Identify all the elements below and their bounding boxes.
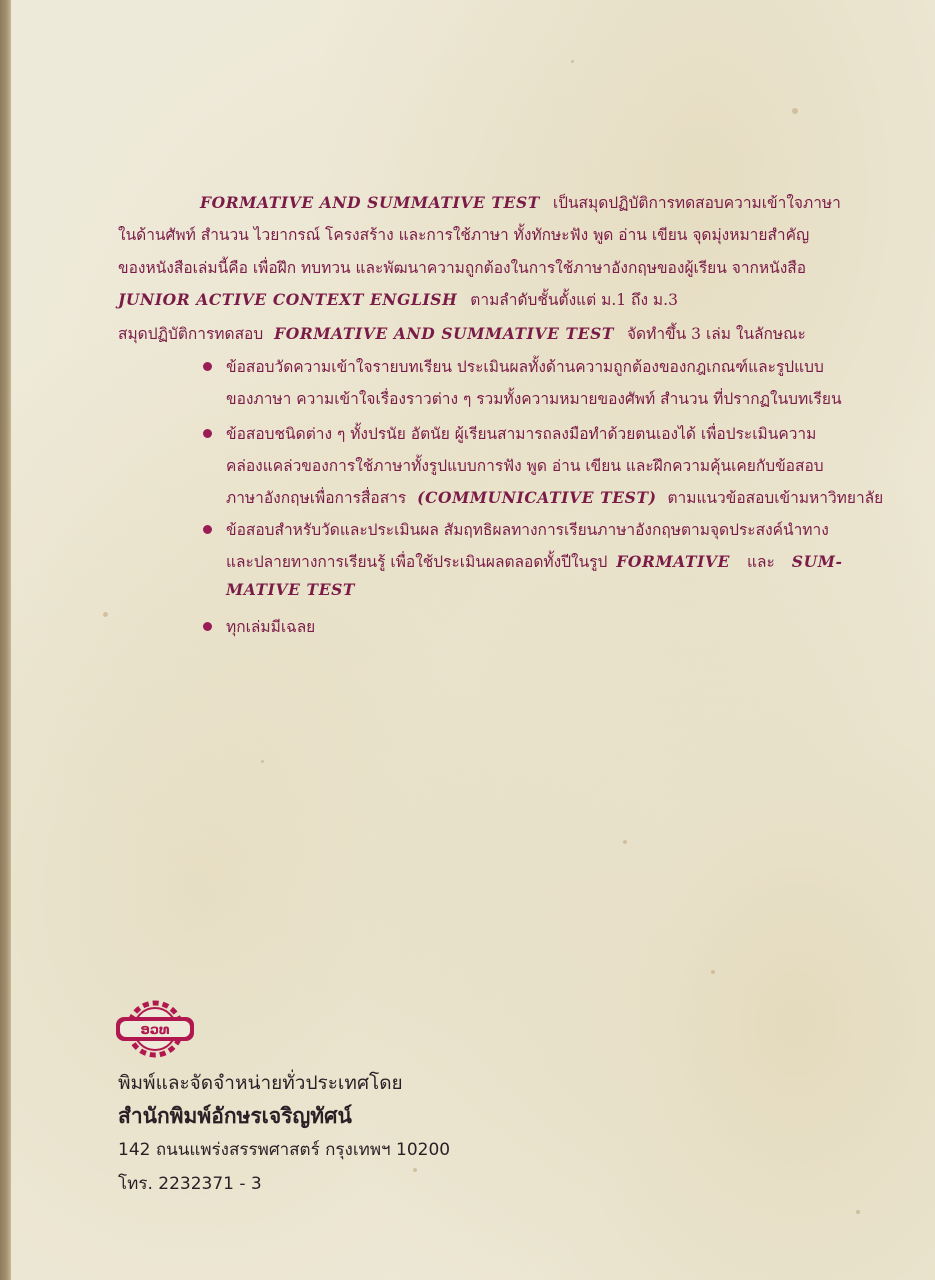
formative-label: FORMATIVE	[616, 552, 731, 571]
intro-title-en: FORMATIVE AND SUMMATIVE TEST	[200, 193, 540, 212]
publisher-logo-text: ອວທ	[140, 1023, 170, 1038]
intro-line-1	[200, 190, 841, 215]
bullet-1-line-1: ข้อสอบวัดความเข้าใจรายบทเรียน ประเมินผลทั้งด้านความถูกต้องของกฎเกณฑ์และรูปแบบ	[226, 358, 824, 376]
intro-line-4	[118, 287, 678, 312]
bullet-dot-2	[203, 429, 212, 438]
bullet-2-line-2: คล่องแคล่วของการใช้ภาษาทั้งรูปแบบการฟัง พูด อ่าน เขียน และฝึกความคุ้นเคยกับข้อสอบ	[226, 457, 824, 475]
bullet-2-line-1: ข้อสอบชนิดต่าง ๆ ทั้งปรนัย อัตนัย ผู้เรียนสามารถลงมือทำด้วยตนเองได้ เพื่อประเมินความ	[226, 425, 817, 443]
bullet-3-line-1: ข้อสอบสำหรับวัดและประเมินผล สัมฤทธิผลทางการเรียนภาษาอังกฤษตามจุดประสงค์นำทาง	[226, 521, 829, 539]
publisher-distribution-line: พิมพ์และจัดจำหน่ายทั่วประเทศโดย	[118, 1072, 403, 1094]
intro-line-5	[118, 321, 806, 346]
bullet-4-line-1: ทุกเล่มมีเฉลย	[226, 618, 316, 636]
publisher-name: สำนักพิมพ์อักษรเจริญทัศน์	[118, 1104, 352, 1128]
intro-line-3: ของหนังสือเล่มนี้คือ เพื่อฝึก ทบทวน และพัฒนาความถูกต้องในการใช้ภาษาอังกฤษของผู้เรียน จากหนังสือ	[118, 259, 807, 277]
bullet-2-line-3-thai-a: ภาษาอังกฤษเพื่อการสื่อสาร	[226, 489, 407, 507]
book-spine-edge	[0, 0, 11, 1280]
bullet-3-line-2-thai-a: และปลายทางการเรียนรู้ เพื่อใช้ประเมินผลตลอดทั้งปีในรูป	[226, 553, 608, 571]
intro-line-1-thai: เป็นสมุดปฏิบัติการทดสอบความเข้าใจภาษา	[552, 194, 841, 212]
summative-label-part-2: MATIVE TEST	[226, 580, 356, 599]
intro-line-2: ในด้านศัพท์ สำนวน ไวยากรณ์ โครงสร้าง และการใช้ภาษา ทั้งทักษะฟัง พูด อ่าน เขียน จุดมุ่งหมายสำคัญ	[118, 226, 810, 244]
intro-line-5-thai-b: จัดทำขึ้น 3 เล่ม ในลักษณะ	[626, 325, 806, 343]
publisher-logo	[112, 998, 198, 1060]
publisher-phone: โทร. 2232371 - 3	[118, 1174, 262, 1194]
book-series-title: JUNIOR ACTIVE CONTEXT ENGLISH	[118, 290, 458, 309]
communicative-test-label: (COMMUNICATIVE TEST)	[417, 488, 657, 507]
intro-line-5-title-en: FORMATIVE AND SUMMATIVE TEST	[274, 324, 615, 343]
bullet-1-line-2: ของภาษา ความเข้าใจเรื่องราวต่าง ๆ รวมทั้งความหมายของศัพท์ สำนวน ที่ปรากฏในบทเรียน	[226, 390, 842, 408]
publisher-address: 142 ถนนแพร่งสรรพศาสตร์ กรุงเทพฯ 10200	[118, 1140, 451, 1160]
bullet-dot-4	[203, 622, 212, 631]
bullet-2-line-3	[226, 485, 883, 510]
bullet-2-line-3-thai-b: ตามแนวข้อสอบเข้ามหาวิทยาลัย	[667, 489, 884, 507]
bullet-3-line-2-thai-b: และ	[747, 553, 775, 571]
bullet-3-line-3	[226, 580, 355, 599]
intro-line-4-thai: ตามลำดับชั้นตั้งแต่ ม.1 ถึง ม.3	[470, 291, 678, 309]
intro-line-5-thai-a: สมุดปฏิบัติการทดสอบ	[118, 325, 264, 343]
bullet-dot-1	[203, 362, 212, 371]
bullet-3-line-2	[226, 549, 842, 574]
summative-label-part-1: SUM-	[791, 552, 843, 571]
bullet-dot-3	[203, 525, 212, 534]
